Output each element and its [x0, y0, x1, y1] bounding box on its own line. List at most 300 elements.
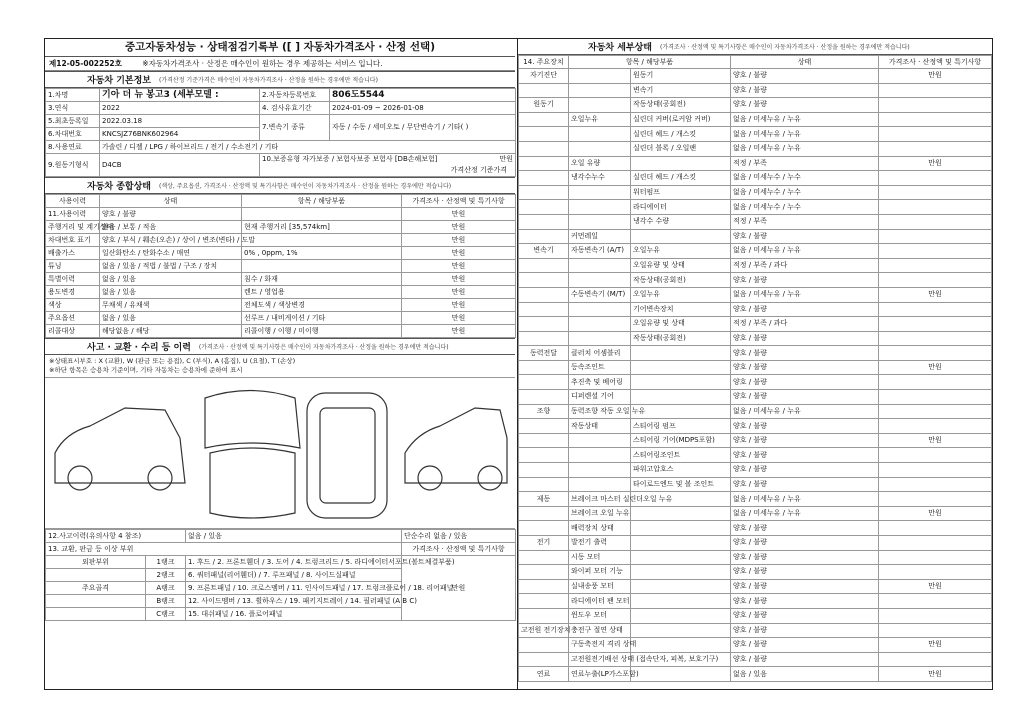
detail-sys [519, 185, 569, 200]
detail-sub: 구동축전지 격리 상태 [569, 638, 631, 653]
detail-state: 양호 / 불량 [731, 302, 879, 317]
detail-sys [519, 550, 569, 565]
condition-state: 없음 / 있음 [100, 312, 242, 325]
detail-price [879, 185, 992, 200]
detail-sub: 와이퍼 모터 기능 [569, 565, 631, 580]
base-price-label: 가격산정 기준가격 [450, 166, 507, 174]
detail-sub [569, 331, 631, 346]
detail-sub [569, 127, 631, 142]
group-rank: B랭크 [146, 595, 186, 608]
detail-sys [519, 331, 569, 346]
detail-state: 적정 / 부족 / 과다 [731, 258, 879, 273]
table-row [46, 325, 516, 338]
table-row [46, 89, 516, 102]
detail-sub [569, 302, 631, 317]
col-header: 상태 [731, 56, 879, 69]
group-price: 만원 [402, 556, 516, 621]
group-name: 외판부위 [46, 556, 146, 569]
condition-item [242, 260, 402, 273]
detail-price: 만원 [879, 287, 992, 302]
table-row [519, 229, 992, 244]
group-name: 주요골격 [46, 582, 146, 595]
detail-state: 양호 / 불량 [731, 346, 879, 361]
detail-price: 만원 [879, 360, 992, 375]
table-header-row [519, 56, 992, 69]
detail-price [879, 112, 992, 127]
damage-parts-label: 13. 교환, 판금 등 이상 부위 [46, 543, 402, 556]
detail-state: 양호 / 불량 [731, 390, 879, 405]
detail-sub [569, 83, 631, 98]
detail-sys [519, 521, 569, 536]
col-header: 14. 주요장치 [519, 56, 569, 69]
table-row [519, 214, 992, 229]
detail-sys [519, 608, 569, 623]
detail-item: 오일누유 [631, 244, 731, 259]
table-row [46, 273, 516, 286]
detail-sub: 발전기 출력 [569, 536, 631, 551]
detail-state: 없음 / 미세누수 / 누수 [731, 185, 879, 200]
detail-sys [519, 258, 569, 273]
detail-state: 없음 / 미세누유 / 누유 [731, 506, 879, 521]
detail-state: 없음 / 미세누수 / 누수 [731, 200, 879, 215]
detail-item [631, 390, 731, 405]
accident-legend [45, 355, 515, 378]
detail-sys [519, 287, 569, 302]
detail-sub: 작동상태 [569, 419, 631, 434]
table-row [519, 244, 992, 259]
detail-sub: 등속조인트 [569, 360, 631, 375]
basic-label: 6.차대번호 [46, 128, 100, 141]
table-row [46, 312, 516, 325]
condition-state: 없음 / 있음 / 적법 / 불법 / 구조 / 장치 [100, 260, 242, 273]
detail-price [879, 419, 992, 434]
detail-state: 양호 / 불량 [731, 608, 879, 623]
detail-item [631, 346, 731, 361]
condition-item: 선루프 / 내비게이션 / 기타 [242, 312, 402, 325]
table-row [519, 594, 992, 609]
detail-sys: 연료 [519, 667, 569, 682]
detail-item [631, 360, 731, 375]
table-row [46, 234, 516, 247]
detail-price [879, 98, 992, 113]
condition-state: 많음 / 보통 / 적음 [100, 221, 242, 234]
table-row [519, 492, 992, 507]
condition-price: 만원 [402, 325, 516, 338]
table-row [46, 115, 516, 128]
table-row [519, 375, 992, 390]
detail-sub [569, 448, 631, 463]
detail-sub: 브레이크 오일 누유 [569, 506, 631, 521]
table-row [519, 390, 992, 405]
detail-sys [519, 448, 569, 463]
condition-item: 리콜이행 / 이행 / 미이행 [242, 325, 402, 338]
detail-sub [569, 317, 631, 332]
detail-sub [569, 463, 631, 478]
condition-label: 주행거리 및 계기상태 [46, 221, 100, 234]
section-basic-note: (가격산정 기준가격은 매수인이 자동차가격조사 · 산정을 원하는 경우에만 적습니다) [159, 77, 378, 84]
detail-sub [569, 98, 631, 113]
detail-sys [519, 156, 569, 171]
detail-item [631, 536, 731, 551]
detail-item: 기어변속장치 [631, 302, 731, 317]
detail-sub: 클러치 어셈블리 [569, 346, 631, 361]
table-row [46, 221, 516, 234]
detail-price [879, 229, 992, 244]
detail-sub [569, 200, 631, 215]
detail-price [879, 536, 992, 551]
basic-label: 7.변속기 종류 [260, 115, 330, 141]
table-row [519, 69, 992, 84]
detail-sub: 라디에이터 팬 모터 [569, 594, 631, 609]
detail-state: 양호 / 불량 [731, 69, 879, 84]
detail-sub: 충전구 절연 상태 [569, 623, 631, 638]
detail-price [879, 448, 992, 463]
table-row [519, 463, 992, 478]
col-header: 가격조사 · 산정액 및 특기사항 [402, 195, 516, 208]
detail-state: 없음 / 미세누유 / 누유 [731, 287, 879, 302]
detail-sys [519, 594, 569, 609]
group-items: 1. 후드 / 2. 프론트휀더 / 3. 도어 / 4. 트렁크리드 / 5. 라디에이터서포트(볼트체결부품) [186, 556, 402, 569]
table-row [519, 608, 992, 623]
detail-state: 양호 / 불량 [731, 463, 879, 478]
detail-state: 양호 / 불량 [731, 550, 879, 565]
table-row [519, 521, 992, 536]
table-row [519, 565, 992, 580]
table-row [519, 419, 992, 434]
detail-item [631, 565, 731, 580]
detail-sys [519, 214, 569, 229]
detail-state: 양호 / 불량 [731, 623, 879, 638]
basic-label: 5.최초등록일 [46, 115, 100, 128]
section-condition-title: 자동차 종합상태 [87, 182, 151, 192]
detail-sys [519, 317, 569, 332]
detail-item [631, 229, 731, 244]
detail-item: 실린더 헤드 / 개스킷 [631, 127, 731, 142]
detail-state: 양호 / 불량 [731, 652, 879, 667]
car-side-left [55, 408, 185, 483]
table-row [46, 260, 516, 273]
condition-label: 리콜대상 [46, 325, 100, 338]
condition-item [242, 234, 402, 247]
detail-price [879, 608, 992, 623]
detail-price: 만원 [879, 506, 992, 521]
detail-state: 양호 / 불량 [731, 419, 879, 434]
table-row [519, 83, 992, 98]
detail-sys: 원동기 [519, 98, 569, 113]
detail-sub: 오일누유 [569, 112, 631, 127]
table-row [519, 98, 992, 113]
detail-sub [569, 141, 631, 156]
detail-state: 양호 / 불량 [731, 331, 879, 346]
detail-item: 작동상태(공회전) [631, 98, 731, 113]
detail-price [879, 214, 992, 229]
group-rank: 1랭크 [146, 556, 186, 569]
condition-state: 양호 / 부식 / 훼손(오손) / 상이 / 변조(변타) / 도말 [100, 234, 242, 247]
detail-sys [519, 433, 569, 448]
detail-state: 없음 / 있음 [731, 667, 879, 682]
table-row [519, 171, 992, 186]
detail-price [879, 346, 992, 361]
detail-price [879, 404, 992, 419]
detail-price [879, 258, 992, 273]
condition-label: 차대번호 표기 [46, 234, 100, 247]
detail-state: 양호 / 불량 [731, 638, 879, 653]
detail-sys: 제동 [519, 492, 569, 507]
detail-price [879, 331, 992, 346]
condition-price: 만원 [402, 208, 516, 221]
detail-state: 양호 / 불량 [731, 448, 879, 463]
detail-sys [519, 112, 569, 127]
condition-label: 특별이력 [46, 273, 100, 286]
detail-item: 타이로드엔드 및 볼 조인트 [631, 477, 731, 492]
detail-item: 냉각수 수량 [631, 214, 731, 229]
detail-item: 오일누유 [631, 287, 731, 302]
condition-item: 침수 / 화재 [242, 273, 402, 286]
section-detail-title: 자동차 세부상태 [588, 43, 652, 53]
detail-sys: 고전원 전기장치 [519, 623, 569, 638]
table-row [46, 247, 516, 260]
detail-sys [519, 506, 569, 521]
detail-state: 양호 / 불량 [731, 565, 879, 580]
detail-sys [519, 390, 569, 405]
car-front [205, 391, 300, 449]
table-row [46, 154, 516, 177]
table-row [519, 404, 992, 419]
table-row [519, 302, 992, 317]
detail-state: 양호 / 불량 [731, 83, 879, 98]
group-rank: A랭크 [146, 582, 186, 595]
section-basic-header [45, 71, 515, 88]
detail-sys [519, 229, 569, 244]
table-row [519, 667, 992, 682]
doc-number-row [45, 57, 515, 71]
detail-item: 오일유량 및 상태 [631, 317, 731, 332]
detail-item: 실린더 커버(로커암 커버) [631, 112, 731, 127]
detail-sub: 커먼레일 [569, 229, 631, 244]
col-header: 사용이력 [46, 195, 100, 208]
condition-price: 만원 [402, 260, 516, 273]
table-row [46, 208, 516, 221]
detail-sys [519, 273, 569, 288]
section-condition-header [45, 177, 515, 194]
table-row [46, 556, 516, 569]
detail-item [631, 667, 731, 682]
detail-sys [519, 477, 569, 492]
detail-item [631, 594, 731, 609]
detail-sub [569, 69, 631, 84]
section-accident-note: (가격조사 · 산정액 및 특기사항은 매수인이 자동차가격조사 · 산정을 원하는 경우에만 적습니다) [198, 344, 449, 351]
detail-sys [519, 375, 569, 390]
detail-item: 스티어링 기어(MDPS포함) [631, 433, 731, 448]
detail-sys [519, 127, 569, 142]
detail-price: 만원 [879, 667, 992, 682]
condition-item: 0% , 0ppm, 1% [242, 247, 402, 260]
detail-state: 없음 / 미세누유 / 누유 [731, 492, 879, 507]
detail-sub [569, 477, 631, 492]
table-row [519, 127, 992, 142]
fuel-options: 가솔린 / 디젤 / LPG / 하이브리드 / 전기 / 수소전기 / 기타 [100, 141, 516, 154]
left-pane [45, 39, 515, 689]
detail-item [631, 156, 731, 171]
basic-value: 기아 더 뉴 봉고3 (세부모델 : [100, 89, 260, 102]
detail-state: 양호 / 불량 [731, 98, 879, 113]
detail-price [879, 171, 992, 186]
detail-item [631, 375, 731, 390]
condition-price: 만원 [402, 312, 516, 325]
table-row [46, 102, 516, 115]
detail-sub [569, 185, 631, 200]
detail-price: 만원 [879, 156, 992, 171]
detail-sub: 배력장치 상태 [569, 521, 631, 536]
detail-price [879, 594, 992, 609]
section-detail-header [518, 39, 992, 55]
detail-price [879, 477, 992, 492]
detail-item: 작동상태(공회전) [631, 331, 731, 346]
basic-label: 3.연식 [46, 102, 100, 115]
condition-label: 주요옵션 [46, 312, 100, 325]
detail-price [879, 390, 992, 405]
condition-label: 튜닝 [46, 260, 100, 273]
detail-item [631, 638, 731, 653]
detail-item: 라디에이터 [631, 200, 731, 215]
detail-sub [569, 433, 631, 448]
detail-item: 워터펌프 [631, 185, 731, 200]
detail-price [879, 127, 992, 142]
detail-price [879, 302, 992, 317]
detail-sub: 실내송풍 모터 [569, 579, 631, 594]
condition-state: 없음 / 있음 [100, 286, 242, 299]
table-row [519, 273, 992, 288]
table-row [46, 299, 516, 312]
group-items: 12. 사이드멤버 / 13. 휠하우스 / 19. 패키지트레이 / 14. 필러패널 (A B C) [186, 595, 402, 608]
table-row [519, 112, 992, 127]
detail-item [631, 404, 731, 419]
table-row [46, 141, 516, 154]
detail-state: 없음 / 미세누수 / 누수 [731, 171, 879, 186]
detail-sys [519, 302, 569, 317]
detail-item [631, 521, 731, 536]
col-header: 가격조사 · 산정액 및 특기사항 [879, 56, 992, 69]
table-row [46, 543, 516, 556]
detail-sys [519, 463, 569, 478]
detail-price [879, 463, 992, 478]
detail-price [879, 273, 992, 288]
section-accident-title: 사고 · 교환 · 수리 등 이력 [87, 343, 191, 353]
condition-state: 무채색 / 유채색 [100, 299, 242, 312]
col-header: 항목 / 해당부품 [569, 56, 731, 69]
detail-item: 오일유량 및 상태 [631, 258, 731, 273]
condition-item: 렌트 / 영업용 [242, 286, 402, 299]
detail-sub [569, 273, 631, 288]
section-condition-note: (색상, 주요옵션, 가격조사 · 산정액 및 특기사항은 매수인이 자동차가격조사 · 산정을 원하는 경우에만 적습니다) [159, 183, 452, 190]
detail-sys: 조향 [519, 404, 569, 419]
basic-value: 806도5544 [330, 89, 516, 102]
detail-sub [569, 258, 631, 273]
condition-price: 만원 [402, 234, 516, 247]
detail-price [879, 317, 992, 332]
table-row [519, 200, 992, 215]
detail-sys [519, 652, 569, 667]
car-diagram-svg [45, 378, 515, 528]
table-row [519, 317, 992, 332]
detail-state: 없음 / 미세누유 / 누유 [731, 112, 879, 127]
condition-label: 용도변경 [46, 286, 100, 299]
detail-item [631, 550, 731, 565]
detail-item [631, 506, 731, 521]
basic-value: 2022 [100, 102, 260, 115]
detail-sub: 브레이크 마스터 실린더오일 누유 [569, 492, 631, 507]
detail-item: 작동상태(공회전) [631, 273, 731, 288]
detail-item: 실린더 블록 / 오일팬 [631, 141, 731, 156]
detail-item: 원동기 [631, 69, 731, 84]
detail-state: 양호 / 불량 [731, 375, 879, 390]
detail-sub: 오일 유량 [569, 156, 631, 171]
legend-line: ※하단 항목은 승용차 기준이며, 기타 자동차는 승용차에 준하여 표시 [49, 366, 243, 374]
detail-price [879, 550, 992, 565]
table-row [519, 287, 992, 302]
table-row [519, 448, 992, 463]
detail-item [631, 608, 731, 623]
detail-price: 만원 [879, 579, 992, 594]
detail-sys [519, 200, 569, 215]
condition-table [45, 194, 516, 338]
detail-state: 적정 / 부족 / 과다 [731, 317, 879, 332]
detail-sys: 전기 [519, 536, 569, 551]
group-name [46, 569, 146, 582]
condition-state: 일산화탄소 / 탄화수소 / 매연 [100, 247, 242, 260]
detail-sub: 동력조향 작동 오일 누유 [569, 404, 631, 419]
basic-value: D4CB [100, 154, 260, 177]
section-detail-note: (가격조사 · 산정액 및 특기사항은 매수인이 자동차가격조사 · 산정을 원하는 경우에만 적습니다) [660, 44, 910, 51]
group-rank: 2랭크 [146, 569, 186, 582]
inspection-sheet [44, 38, 993, 690]
simple-repair-cell [402, 530, 516, 543]
right-pane [517, 39, 992, 689]
detail-item: 실린더 헤드 / 개스킷 [631, 171, 731, 186]
detail-state: 양호 / 불량 [731, 433, 879, 448]
condition-price: 만원 [402, 247, 516, 260]
section-basic-title: 자동차 기본정보 [87, 76, 151, 86]
detail-price [879, 83, 992, 98]
damage-price-header: 가격조사 · 산정액 및 특기사항 [402, 543, 516, 556]
condition-price: 만원 [402, 221, 516, 234]
detail-sys: 변속기 [519, 244, 569, 259]
legend-line: ※상태표시부호 : X (교환), W (판금 또는 용접), C (부식), A (흠집), U (요철), T (손상) [49, 357, 296, 365]
page-title: 중고자동차성능 · 상태점검기록부 ([ ] 자동차가격조사 · 산정 선택) [45, 39, 515, 57]
detail-sub: 시동 모터 [569, 550, 631, 565]
detail-price [879, 244, 992, 259]
detail-sub: 윈도우 모터 [569, 608, 631, 623]
detail-sub: 연료누출(LP가스포함) [569, 667, 631, 682]
detail-price [879, 200, 992, 215]
simple-repair-label: 단순수리 [404, 531, 432, 540]
detail-item: 스티어링조인트 [631, 448, 731, 463]
table-row [519, 477, 992, 492]
section-accident-header [45, 338, 515, 355]
condition-item: 전체도색 / 색상변경 [242, 299, 402, 312]
table-row [519, 258, 992, 273]
col-header: 상태 [100, 195, 242, 208]
table-row [519, 536, 992, 551]
detail-state: 없음 / 미세누유 / 누유 [731, 404, 879, 419]
doc-number: 제12-05-002252호 [49, 59, 122, 68]
detail-item [631, 623, 731, 638]
table-row [519, 550, 992, 565]
table-row [519, 579, 992, 594]
detail-sys [519, 579, 569, 594]
group-items: 9. 프론트패널 / 10. 크로스멤버 / 11. 인사이드패널 / 17. 트렁크플로어 / 18. 리어패널 [186, 582, 402, 595]
detail-price [879, 652, 992, 667]
